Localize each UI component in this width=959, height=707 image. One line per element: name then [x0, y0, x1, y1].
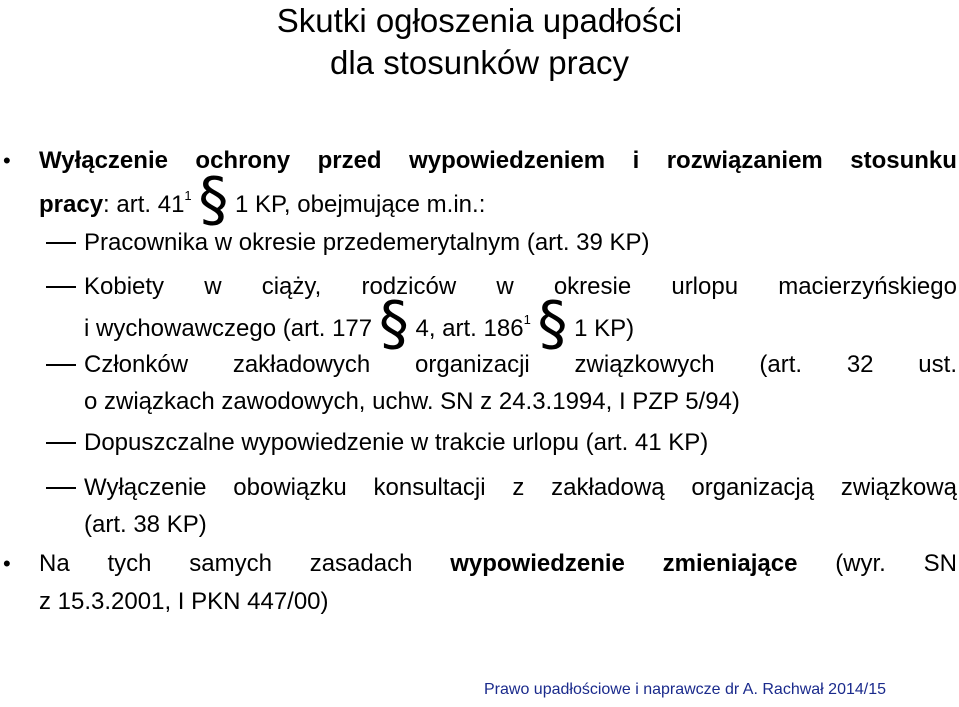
bold-pracy: pracy [39, 191, 104, 218]
bold-zmieniajace: zmieniające [662, 550, 798, 577]
bullet1-line1 [39, 146, 957, 176]
word: ochrony [195, 147, 291, 174]
sub-item-2-line1: Kobiety w ciąży, rodziców w okresie urlopu macierzyńskiego [84, 273, 957, 300]
bullet-dot-icon: • [3, 551, 11, 576]
section-sign: § [198, 165, 229, 235]
slide-title-line-1: Skutki ogłoszenia upadłości [276, 2, 683, 39]
bullet2-line2: z 15.3.2001, I PKN 447/00) [39, 588, 329, 615]
word: stosunku [850, 147, 957, 174]
sub-item-5-line2: (art. 38 KP) [84, 511, 207, 538]
word: rozwiązaniem [666, 147, 823, 174]
dash-icon [46, 487, 76, 489]
section-sign: § [378, 289, 409, 359]
bullet-dot-icon: • [3, 148, 11, 173]
bold-wypowiedzenie: wypowiedzenie [450, 550, 625, 577]
slide-footer: Prawo upadłościowe i naprawcze dr A. Rachwał 2014/15 [484, 681, 887, 698]
dash-icon [46, 442, 76, 444]
dash-icon [46, 242, 76, 244]
word: wypowiedzeniem [409, 147, 606, 174]
word: Wyłączenie [39, 147, 168, 174]
sub-item-4: Dopuszczalne wypowiedzenie w trakcie urlopu (art. 41 KP) [84, 429, 709, 456]
slide-title-line-2: dla stosunków pracy [330, 44, 629, 81]
bullet1-line2: pracy: art. $41^1$ § 1 KP, obejmujące m.in.: [39, 165, 486, 235]
word: przed [317, 147, 382, 174]
sub-item-2-line2: i wychowawczego (art. 177 § 4, art. $186^1$ § 1 KP) [84, 289, 635, 359]
bullet2-line1: Na tych samych zasadach wypowiedzenie zmieniające (wyr. SN [39, 550, 957, 577]
dash-icon [46, 364, 76, 366]
sub-item-3-line2: o związkach zawodowych, uchw. SN z 24.3.1994, I PZP 5/94) [84, 388, 740, 415]
sub-item-5-line1: Wyłączenie obowiązku konsultacji z zakładową organizacją związkową [84, 474, 957, 501]
section-sign: § [537, 289, 568, 359]
word: i [632, 147, 640, 174]
dash-icon [46, 286, 76, 288]
sub-item-3-line1: Członków zakładowych organizacji związkowych (art. 32 ust. [84, 351, 957, 378]
sub-item-1: Pracownika w okresie przedemerytalnym (art. 39 KP) [84, 229, 650, 256]
